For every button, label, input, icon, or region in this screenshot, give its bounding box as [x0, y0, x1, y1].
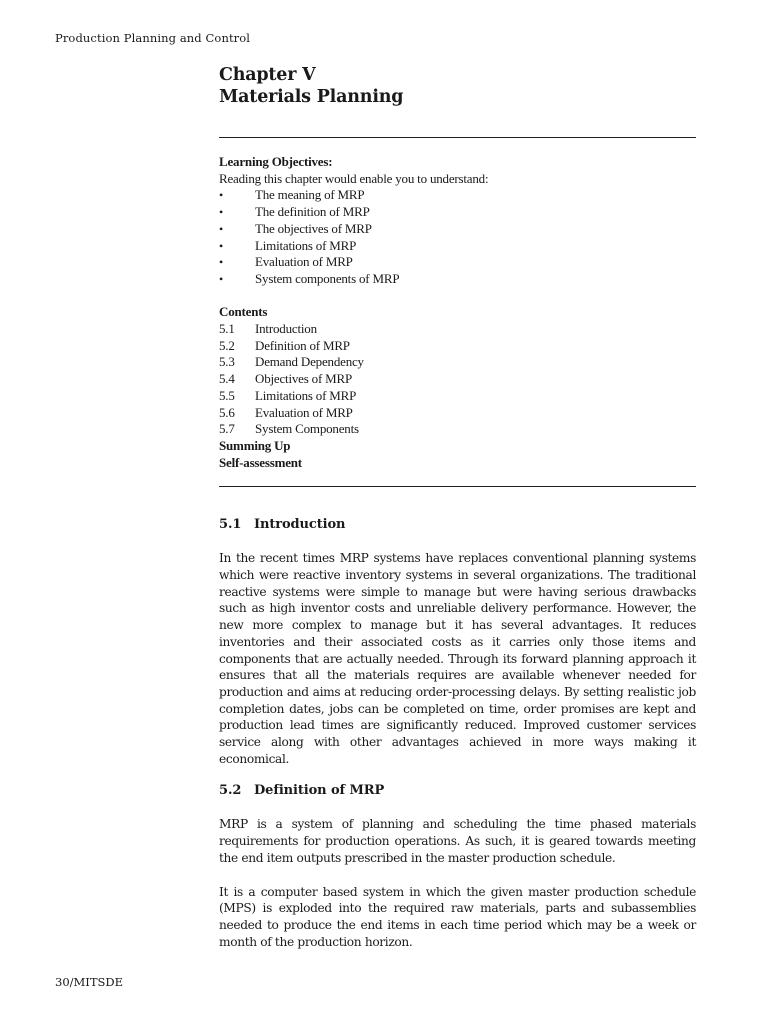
- contents-item-label: System Components: [255, 421, 359, 437]
- section-title: Introduction: [254, 517, 346, 533]
- definition-paragraph-2: It is a computer based system in which the given master production schedule (MPS) is exploded into the required raw materials, parts and subassemblies needed to produce the end items in each time period which may be a week or month of the production horizon.: [219, 884, 696, 949]
- contents-item-number: 5.1: [219, 321, 235, 337]
- contents-item: [219, 405, 696, 422]
- contents-item: [219, 421, 696, 438]
- contents-item-label: Limitations of MRP: [255, 387, 357, 403]
- objective-text: Evaluation of MRP: [255, 254, 353, 270]
- section-heading-definition: [219, 783, 696, 798]
- contents-heading: Contents: [219, 304, 268, 320]
- objective-text: The objectives of MRP: [255, 220, 372, 236]
- contents-item-number: 5.5: [219, 387, 235, 403]
- objective-item: [219, 204, 696, 221]
- contents-item-label: Definition of MRP: [255, 337, 350, 353]
- running-header: Production Planning and Control: [55, 31, 251, 45]
- objective-text: The definition of MRP: [255, 204, 370, 220]
- contents-summing-up: Summing Up: [219, 437, 291, 453]
- contents-item-label: Introduction: [255, 321, 317, 337]
- objective-item: [219, 254, 696, 271]
- bottom-divider: [219, 486, 696, 487]
- section-heading-introduction: [219, 517, 696, 532]
- page-footer: 30/MITSDE: [55, 975, 123, 989]
- objective-item: [219, 271, 696, 288]
- contents-item: [219, 371, 696, 388]
- objective-text: The meaning of MRP: [255, 187, 365, 203]
- bullet-icon: •: [219, 238, 224, 253]
- chapter-name: Materials Planning: [219, 87, 404, 107]
- contents-item-number: 5.6: [219, 404, 235, 420]
- section-title: Definition of MRP: [254, 783, 385, 799]
- contents-item-number: 5.4: [219, 371, 235, 387]
- contents-item-label: Objectives of MRP: [255, 371, 352, 387]
- contents-item-number: 5.3: [219, 354, 235, 370]
- contents-item-number: 5.2: [219, 337, 235, 353]
- page-content: [219, 64, 696, 950]
- objective-text: System components of MRP: [255, 270, 400, 286]
- contents-item: [219, 388, 696, 405]
- contents-item: [219, 338, 696, 355]
- chapter-number: Chapter V: [219, 65, 316, 85]
- contents-self-assessment: Self-assessment: [219, 454, 302, 470]
- bullet-icon: •: [219, 221, 224, 236]
- bullet-icon: •: [219, 188, 224, 203]
- contents-list: [219, 321, 696, 438]
- definition-paragraph-1: MRP is a system of planning and scheduling the time phased materials requirements for production operations. As such, it is geared towards meeting the end item outputs prescribed in the master production schedule.: [219, 817, 696, 865]
- contents-item-label: Evaluation of MRP: [255, 404, 353, 420]
- objective-item: [219, 238, 696, 255]
- contents-item: [219, 354, 696, 371]
- contents-item-number: 5.7: [219, 421, 235, 437]
- objectives-heading: Learning Objectives:: [219, 154, 333, 169]
- objective-item: [219, 221, 696, 238]
- bullet-icon: •: [219, 205, 224, 220]
- top-divider: [219, 137, 696, 138]
- introduction-paragraph: In the recent times MRP systems have replaces conventional planning systems which were reactive inventory systems in several organizations. The traditional reactive systems were simple to manage but were having serious drawbacks such as high inventor costs and unreliable delivery performance. However, the new more complex to manage but it has several advantages. It reduces inventories and their associated costs as it carries only those items and components that are actually needed. Through its forward planning approach it ensures that all the materials requires are available whenever needed for production and aims at reducing order-processing delays. By setting realistic job completion dates, jobs can be completed on time, order promises are kept and production lead times are significantly reduced. Improved customer services service along with other advantages achieved in more ways making it economical.: [219, 551, 696, 766]
- contents-item: [219, 321, 696, 338]
- objective-item: [219, 187, 696, 204]
- bullet-icon: •: [219, 271, 224, 286]
- contents-item-label: Demand Dependency: [255, 354, 364, 370]
- section-number: 5.1: [219, 517, 242, 533]
- chapter-title: [219, 64, 696, 108]
- learning-objectives: [219, 154, 696, 288]
- objectives-intro: Reading this chapter would enable you to understand:: [219, 170, 489, 186]
- contents: [219, 304, 696, 471]
- section-number: 5.2: [219, 783, 242, 799]
- objectives-list: [219, 187, 696, 287]
- objective-text: Limitations of MRP: [255, 237, 357, 253]
- bullet-icon: •: [219, 255, 224, 270]
